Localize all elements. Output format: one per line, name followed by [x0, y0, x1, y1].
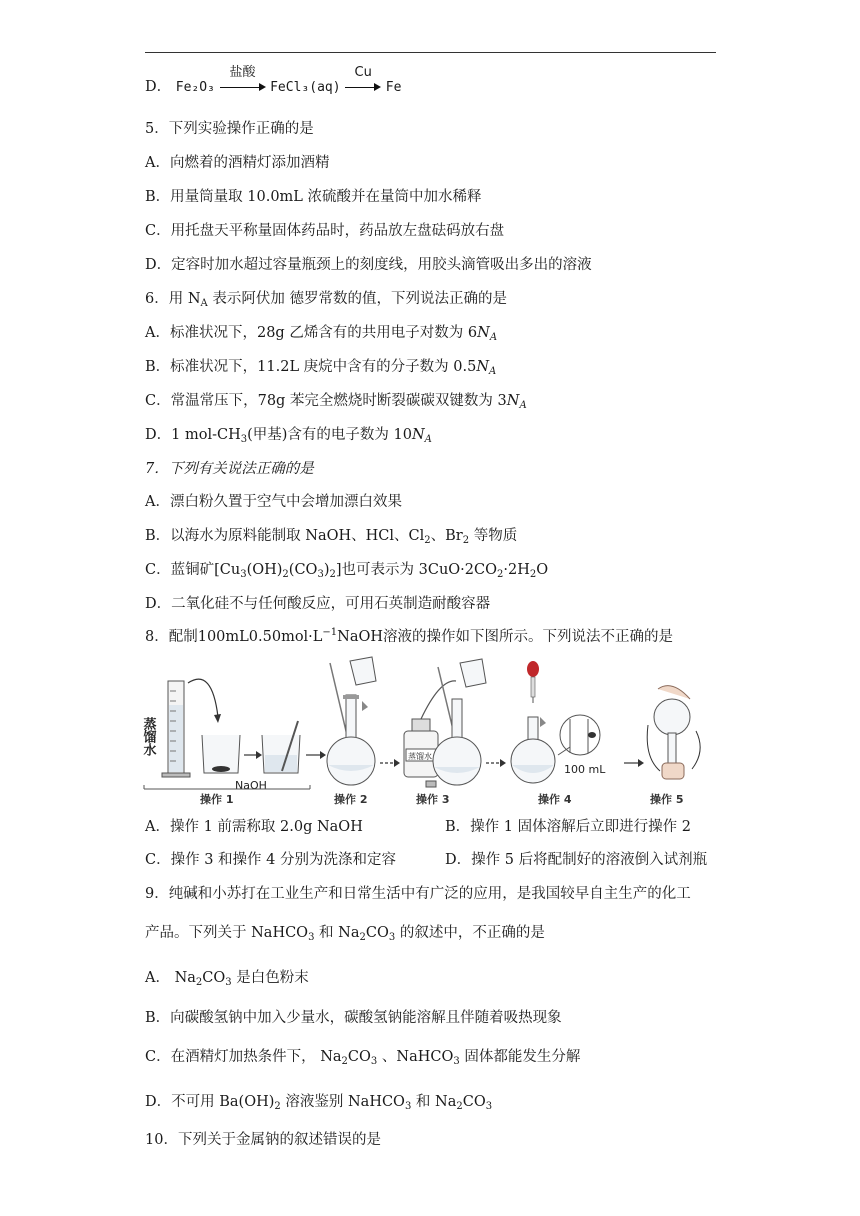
q8-option-b: B．操作 1 固体溶解后立即进行操作 2: [445, 819, 691, 835]
text: (CO: [288, 562, 318, 578]
volumetric-flask-fill-icon: [511, 717, 555, 783]
subscript: A: [200, 298, 208, 309]
text: N: [411, 427, 425, 443]
q6-stem: [145, 290, 507, 308]
magnifier-icon: [558, 715, 600, 755]
text: 和 Na: [314, 925, 360, 941]
flask-inverting-icon: [647, 686, 700, 779]
op4-label: 操作 4: [538, 793, 572, 806]
product: Fe: [385, 80, 402, 95]
reagent-label: Cu: [354, 65, 372, 80]
q5-stem: 5．下列实验操作正确的是: [145, 121, 314, 137]
text: C．蓝铜矿[Cu: [145, 562, 241, 578]
superscript: −1: [322, 627, 338, 638]
pour-arrow-icon: [188, 679, 218, 717]
q7-option-d: D．二氧化硅不与任何酸反应，可用石英制造耐酸容器: [145, 596, 491, 612]
text: NaOH溶液的操作如下图所示。下列说法不正确的是: [337, 629, 674, 645]
op2-label: 操作 2: [334, 793, 368, 806]
q8-option-c: C．操作 3 和操作 4 分别为洗涤和定容: [145, 852, 396, 868]
text: B．以海水为原料能制取 NaOH、HCl、Cl: [145, 528, 425, 544]
subscript: 2: [195, 977, 203, 988]
q5-option-d: D．定容时加水超过容量瓶颈上的刻度线，用胶头滴管吸出多出的溶液: [145, 257, 592, 273]
solution-preparation-figure: [140, 655, 725, 807]
text: 、Br: [430, 528, 463, 544]
subscript: 2: [274, 1101, 281, 1112]
text: C．常温常压下，78g 苯完全燃烧时断裂碳碳双键数为 3: [145, 393, 507, 409]
q6-option-c: [145, 392, 527, 410]
op3-label: 操作 3: [416, 793, 450, 806]
option-label: D．: [145, 79, 172, 95]
subscript: 3: [240, 434, 248, 445]
beaker-naoh-icon: [202, 735, 240, 773]
text: 是白色粉末: [231, 970, 309, 986]
subscript: 3: [485, 1101, 493, 1112]
text: CO: [365, 925, 389, 941]
text: 产品。下列关于 NaHCO: [145, 925, 309, 941]
wash-bottle-icon: [404, 719, 438, 777]
intermediate: FeCl₃(aq): [270, 80, 341, 95]
q9-option-a: [145, 969, 309, 987]
text: N: [477, 325, 490, 341]
subscript: 2: [529, 569, 537, 580]
text: (甲基)含有的电子数为 10: [247, 427, 412, 443]
q7-option-b: [145, 527, 517, 545]
text: O: [536, 562, 549, 578]
text: 的叙述中，不正确的是: [395, 925, 545, 941]
q9-option-c: [145, 1048, 580, 1066]
q7-stem: 7．下列有关说法正确的是: [145, 461, 314, 477]
reactant: Fe₂O₃: [175, 80, 215, 95]
text: (OH): [246, 562, 283, 578]
text: 和 Na: [411, 1094, 457, 1110]
q9-stem-line2: [145, 924, 545, 942]
text: C．在酒精灯加热条件下， Na: [145, 1049, 342, 1065]
graduated-cylinder-icon: [162, 681, 190, 777]
text: N: [506, 393, 520, 409]
text: ]也可表示为 3CuO·2CO: [335, 562, 497, 578]
text: 表示阿伏加 德罗常数的值，下列说法正确的是: [207, 291, 507, 307]
subscript: 3: [453, 1056, 460, 1067]
subscript: 3: [317, 569, 324, 580]
op1-label: 操作 1: [200, 793, 234, 806]
subscript: 3: [308, 932, 315, 943]
q7-option-c: [145, 561, 548, 579]
water-label: 蒸馏水: [140, 717, 156, 756]
text: ): [323, 562, 330, 578]
mark-label: 100 mL: [564, 763, 606, 776]
text: 8．配制100mL0.50mol·L: [145, 629, 323, 645]
q9-option-d: [145, 1093, 492, 1111]
beaker-stirring-icon: [262, 721, 300, 773]
subscript: 2: [462, 535, 470, 546]
q4-option-d: [145, 65, 402, 97]
subscript: 3: [404, 1101, 412, 1112]
q5-option-b: B．用量筒量取 10.0mL 浓硫酸并在量筒中加水稀释: [145, 189, 482, 205]
volumetric-flask-pouring-icon: [327, 657, 376, 785]
q6-option-d: [145, 426, 432, 444]
header-rule: [145, 52, 716, 53]
subscript: 3: [240, 569, 247, 580]
text: 6．用 N: [145, 291, 201, 307]
subscript: A: [424, 434, 432, 445]
q5-option-a: A．向燃着的酒精灯添加酒精: [145, 155, 330, 171]
text: CO: [347, 1049, 371, 1065]
text: B．标准状况下，11.2L 庚烷中含有的分子数为 0.5: [145, 359, 477, 375]
text: 溶液鉴别 NaHCO: [280, 1094, 405, 1110]
bottle-label: 蒸馏水: [408, 752, 432, 761]
q5-option-c: C．用托盘天平称量固体药品时，药品放左盘砝码放右盘: [145, 223, 505, 239]
subscript: 2: [359, 932, 366, 943]
q6-option-b: [145, 358, 496, 376]
op5-label: 操作 5: [650, 793, 684, 806]
subscript: 2: [341, 1056, 348, 1067]
text: 等物质: [469, 528, 518, 544]
text: A． Na: [145, 970, 196, 986]
reaction-arrow-1: [220, 65, 266, 96]
subscript: 3: [370, 1056, 378, 1067]
q10-stem: 10．下列关于金属钠的叙述错误的是: [145, 1132, 381, 1148]
q9-stem-line1: 9．纯碱和小苏打在工业生产和日常生活中有广泛的应用，是我国较早自主生产的化工: [145, 886, 691, 902]
subscript: 2: [329, 569, 336, 580]
subscript: A: [489, 332, 498, 343]
subscript: 2: [456, 1101, 463, 1112]
text: 固体都能发生分解: [459, 1049, 581, 1065]
subscript: 2: [497, 569, 504, 580]
text: ·2H: [503, 562, 530, 578]
subscript: 2: [282, 569, 289, 580]
subscript: A: [489, 366, 497, 377]
text: D．1 mol-CH: [145, 427, 241, 443]
dropper-icon: [527, 661, 539, 703]
subscript: 3: [388, 932, 396, 943]
text: D．不可用 Ba(OH): [145, 1094, 275, 1110]
q6-option-a: [145, 324, 497, 342]
subscript: 2: [424, 535, 431, 546]
text: CO: [462, 1094, 486, 1110]
subscript: A: [519, 400, 527, 411]
text: N: [476, 359, 490, 375]
q8-option-a: A．操作 1 前需称取 2.0g NaOH: [145, 819, 363, 835]
reagent-label: 盐酸: [229, 65, 256, 80]
q7-option-a: A．漂白粉久置于空气中会增加漂白效果: [145, 494, 402, 510]
text: A．标准状况下，28g 乙烯含有的共用电子对数为 6: [145, 325, 478, 341]
q8-stem: [145, 628, 673, 646]
q9-option-b: B．向碳酸氢钠中加入少量水，碳酸氢钠能溶解且伴随着吸热现象: [145, 1010, 562, 1026]
q8-option-d: D．操作 5 后将配制好的溶液倒入试剂瓶: [445, 852, 708, 868]
reaction-arrow-2: [345, 65, 381, 96]
text: 、NaHCO: [377, 1049, 454, 1065]
subscript: 3: [225, 977, 232, 988]
naoh-label: NaOH: [235, 779, 267, 792]
text: CO: [202, 970, 226, 986]
volumetric-flask-wash-icon: [433, 659, 486, 785]
